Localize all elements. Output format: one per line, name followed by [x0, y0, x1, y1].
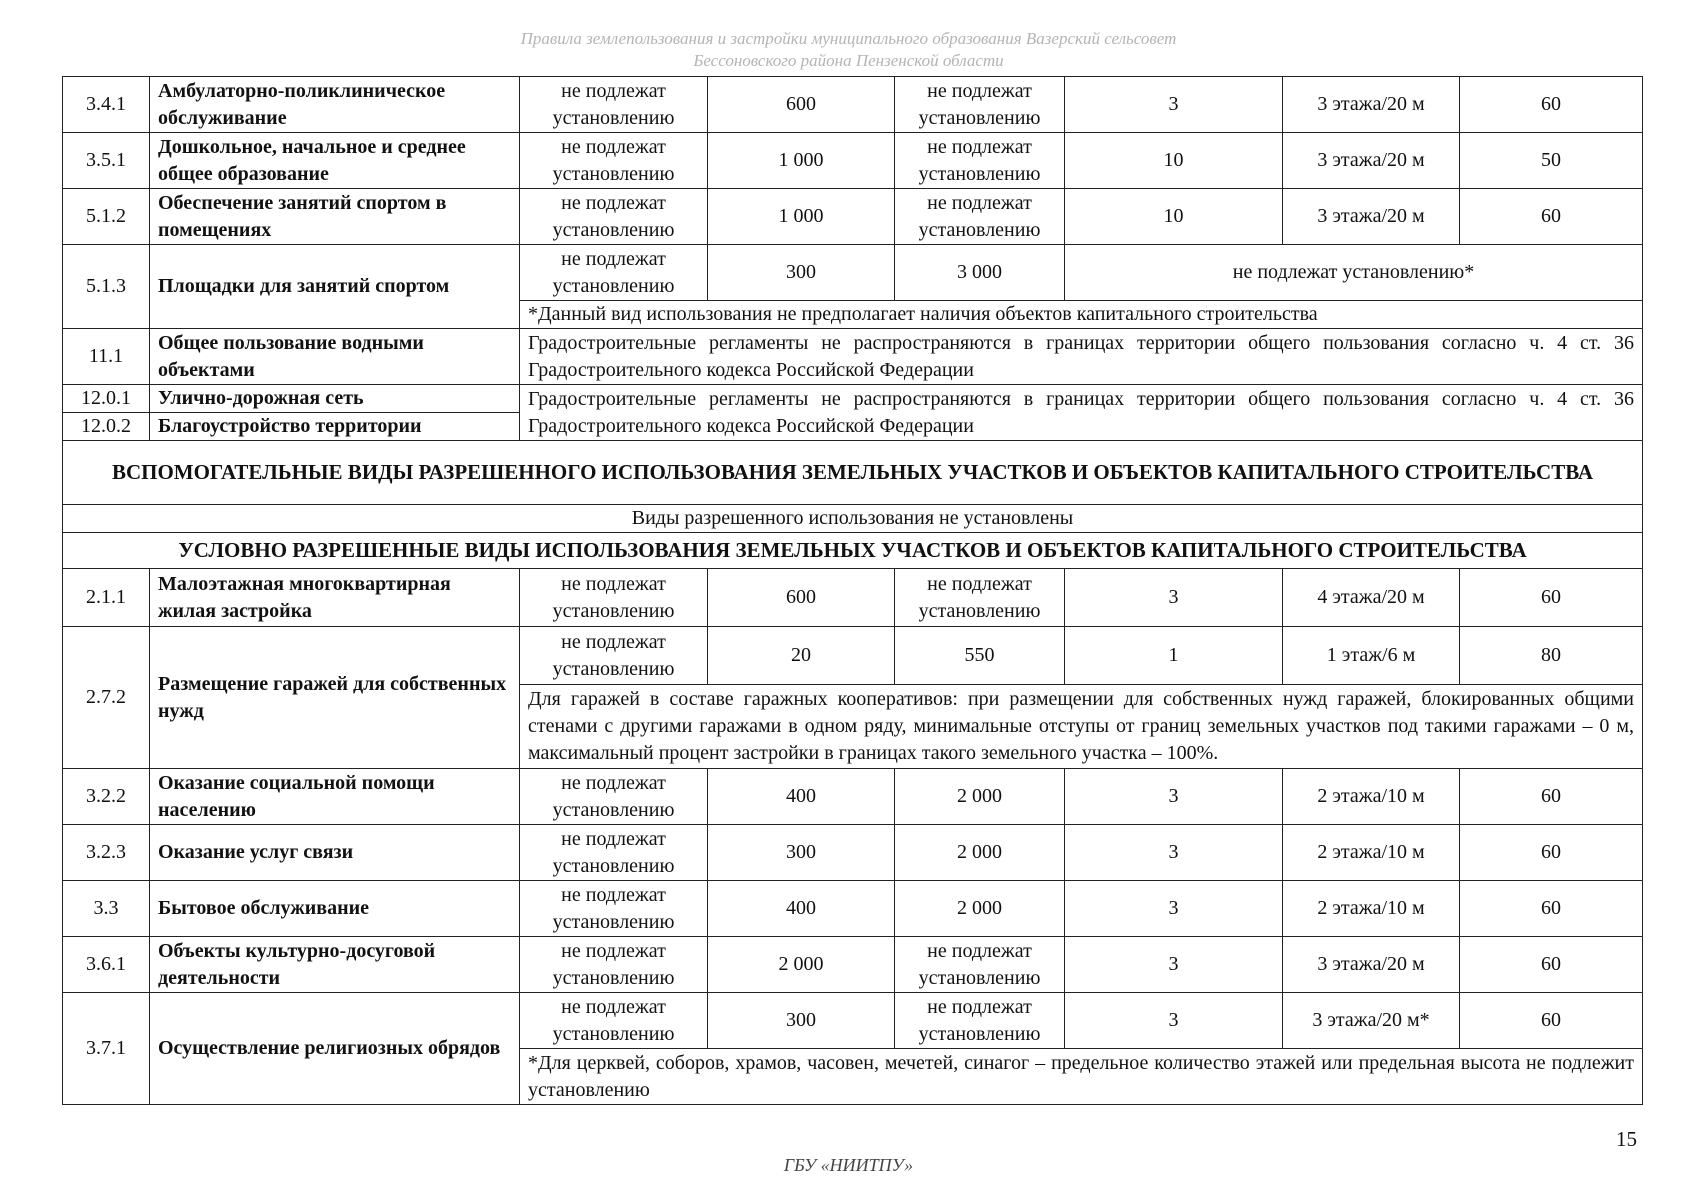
page-number: 15 — [1616, 1127, 1637, 1151]
cell-min-area-value: 2 000 — [708, 937, 895, 993]
section-row — [63, 505, 1643, 533]
cell-min-area-value: 300 — [708, 825, 895, 881]
table-row — [63, 881, 1643, 937]
cell-floors: 2 этажа/10 м — [1283, 881, 1460, 937]
row-regulation-text: Градостроительные регламенты не распространяются в границах территории общего пользования согласно ч. 4 ст. 36 Градостроительного кодекса Российской Федерации — [520, 385, 1643, 441]
row-name: Площадки для занятий спортом — [150, 245, 520, 329]
row-code: 2.7.2 — [63, 627, 150, 769]
section-title-conditional: УСЛОВНО РАЗРЕШЕННЫЕ ВИДЫ ИСПОЛЬЗОВАНИЯ ЗЕМЕЛЬНЫХ УЧАСТКОВ И ОБЪЕКТОВ КАПИТАЛЬНОГО СТРОИТЕЛЬСТВА — [63, 533, 1643, 569]
row-code: 2.1.1 — [63, 569, 150, 627]
table-row — [63, 245, 1643, 301]
cell-min-area: не подлежат установлению — [520, 769, 708, 825]
cell-merged-not-set: не подлежат установлению* — [1065, 245, 1643, 301]
cell-min-area: не подлежат установлению — [520, 993, 708, 1049]
row-name: Общее пользование водными объектами — [150, 329, 520, 385]
cell-min-area-value: 300 — [708, 993, 895, 1049]
cell-min-area: не подлежат установлению — [520, 77, 708, 133]
cell-min-area-value: 600 — [708, 77, 895, 133]
cell-setback: 1 — [1065, 627, 1283, 685]
cell-floors: 3 этажа/20 м* — [1283, 993, 1460, 1049]
cell-floors: 2 этажа/10 м — [1283, 769, 1460, 825]
table-row — [63, 825, 1643, 881]
section-row — [63, 533, 1643, 569]
cell-coverage: 60 — [1460, 881, 1643, 937]
cell-min-area: не подлежат установлению — [520, 825, 708, 881]
row-code: 3.2.3 — [63, 825, 150, 881]
row-name: Улично-дорожная сеть — [150, 385, 520, 413]
cell-min-area-value: 400 — [708, 769, 895, 825]
cell-min-area: не подлежат установлению — [520, 189, 708, 245]
cell-max-area: не подлежат установлению — [895, 937, 1065, 993]
document-header — [0, 28, 1697, 72]
cell-min-area-value: 400 — [708, 881, 895, 937]
cell-setback: 3 — [1065, 937, 1283, 993]
cell-coverage: 60 — [1460, 569, 1643, 627]
table-row — [63, 133, 1643, 189]
table-row — [63, 937, 1643, 993]
cell-floors: 2 этажа/10 м — [1283, 825, 1460, 881]
row-name: Дошкольное, начальное и среднее общее образование — [150, 133, 520, 189]
table-row — [63, 77, 1643, 133]
row-code: 3.5.1 — [63, 133, 150, 189]
cell-max-area: не подлежат установлению — [895, 993, 1065, 1049]
cell-setback: 3 — [1065, 769, 1283, 825]
row-note: *Для церквей, соборов, храмов, часовен, мечетей, синагог – предельное количество этажей или предельная высота не подлежит установлению — [520, 1049, 1643, 1105]
cell-floors: 3 этажа/20 м — [1283, 133, 1460, 189]
cell-coverage: 60 — [1460, 189, 1643, 245]
section-none-established: Виды разрешенного использования не установлены — [63, 505, 1643, 533]
cell-min-area-value: 1 000 — [708, 133, 895, 189]
header-line-2: Бессоновского района Пензенской области — [693, 51, 1004, 70]
row-name: Объекты культурно-досуговой деятельности — [150, 937, 520, 993]
row-name: Бытовое обслуживание — [150, 881, 520, 937]
table-row — [63, 993, 1643, 1049]
cell-coverage: 60 — [1460, 825, 1643, 881]
row-name: Осуществление религиозных обрядов — [150, 993, 520, 1105]
cell-max-area: 2 000 — [895, 825, 1065, 881]
section-row — [63, 441, 1643, 505]
row-name: Оказание услуг связи — [150, 825, 520, 881]
table-row — [63, 329, 1643, 385]
cell-max-area: 2 000 — [895, 881, 1065, 937]
row-code: 3.2.2 — [63, 769, 150, 825]
cell-max-area: 2 000 — [895, 769, 1065, 825]
cell-setback: 3 — [1065, 77, 1283, 133]
cell-coverage: 60 — [1460, 77, 1643, 133]
cell-min-area-value: 20 — [708, 627, 895, 685]
land-use-table — [62, 76, 1643, 1105]
cell-floors: 3 этажа/20 м — [1283, 937, 1460, 993]
row-name: Благоустройство территории — [150, 413, 520, 441]
cell-setback: 3 — [1065, 569, 1283, 627]
row-code: 3.7.1 — [63, 993, 150, 1105]
cell-setback: 10 — [1065, 133, 1283, 189]
cell-max-area: 550 — [895, 627, 1065, 685]
cell-max-area: не подлежат установлению — [895, 77, 1065, 133]
cell-max-area: не подлежат установлению — [895, 189, 1065, 245]
row-code: 5.1.2 — [63, 189, 150, 245]
cell-coverage: 60 — [1460, 993, 1643, 1049]
section-title-auxiliary: ВСПОМОГАТЕЛЬНЫЕ ВИДЫ РАЗРЕШЕННОГО ИСПОЛЬЗОВАНИЯ ЗЕМЕЛЬНЫХ УЧАСТКОВ И ОБЪЕКТОВ КАПИТАЛЬНОГО СТРОИТЕЛЬСТВА — [63, 441, 1643, 505]
cell-floors: 1 этаж/6 м — [1283, 627, 1460, 685]
row-name: Амбулаторно-поликлиническое обслуживание — [150, 77, 520, 133]
cell-coverage: 50 — [1460, 133, 1643, 189]
cell-coverage: 60 — [1460, 769, 1643, 825]
cell-max-area: не подлежат установлению — [895, 569, 1065, 627]
row-name: Оказание социальной помощи населению — [150, 769, 520, 825]
row-note: Для гаражей в составе гаражных кооперативов: при размещении для собственных нужд гаражей, блокированных общими стенами с другими гаражами в одном ряду, минимальные отступы от границ земельных участков под такими гаражами – 0 м, максимальный процент застройки в границах такого земельного участка – 100%. — [520, 685, 1643, 769]
row-name: Размещение гаражей для собственных нужд — [150, 627, 520, 769]
row-note: *Данный вид использования не предполагает наличия объектов капитального строительства — [520, 301, 1643, 329]
table-row — [63, 569, 1643, 627]
cell-coverage: 80 — [1460, 627, 1643, 685]
cell-setback: 3 — [1065, 825, 1283, 881]
cell-min-area: не подлежат установлению — [520, 569, 708, 627]
cell-floors: 4 этажа/20 м — [1283, 569, 1460, 627]
cell-min-area: не подлежат установлению — [520, 627, 708, 685]
row-name: Обеспечение занятий спортом в помещениях — [150, 189, 520, 245]
cell-min-area-value: 1 000 — [708, 189, 895, 245]
cell-min-area: не подлежат установлению — [520, 881, 708, 937]
row-code: 12.0.1 — [63, 385, 150, 413]
row-code: 5.1.3 — [63, 245, 150, 329]
row-regulation-text: Градостроительные регламенты не распространяются в границах территории общего пользования согласно ч. 4 ст. 36 Градостроительного кодекса Российской Федерации — [520, 329, 1643, 385]
cell-min-area: не подлежат установлению — [520, 937, 708, 993]
row-code: 11.1 — [63, 329, 150, 385]
footer-organization: ГБУ «НИИТПУ» — [783, 1155, 914, 1175]
cell-setback: 3 — [1065, 993, 1283, 1049]
cell-min-area-value: 300 — [708, 245, 895, 301]
cell-coverage: 60 — [1460, 937, 1643, 993]
row-code: 3.3 — [63, 881, 150, 937]
table-row — [63, 627, 1643, 685]
cell-max-area: не подлежат установлению — [895, 133, 1065, 189]
cell-floors: 3 этажа/20 м — [1283, 189, 1460, 245]
table-row — [63, 189, 1643, 245]
cell-setback: 10 — [1065, 189, 1283, 245]
row-code: 12.0.2 — [63, 413, 150, 441]
table-row — [63, 769, 1643, 825]
row-code: 3.4.1 — [63, 77, 150, 133]
cell-min-area: не подлежат установлению — [520, 245, 708, 301]
header-line-1: Правила землепользования и застройки муниципального образования Вазерский сельсовет — [520, 29, 1177, 48]
cell-floors: 3 этажа/20 м — [1283, 77, 1460, 133]
row-code: 3.6.1 — [63, 937, 150, 993]
cell-min-area-value: 600 — [708, 569, 895, 627]
table-row — [63, 385, 1643, 413]
cell-setback: 3 — [1065, 881, 1283, 937]
cell-min-area: не подлежат установлению — [520, 133, 708, 189]
cell-max-area: 3 000 — [895, 245, 1065, 301]
row-name: Малоэтажная многоквартирная жилая застройка — [150, 569, 520, 627]
